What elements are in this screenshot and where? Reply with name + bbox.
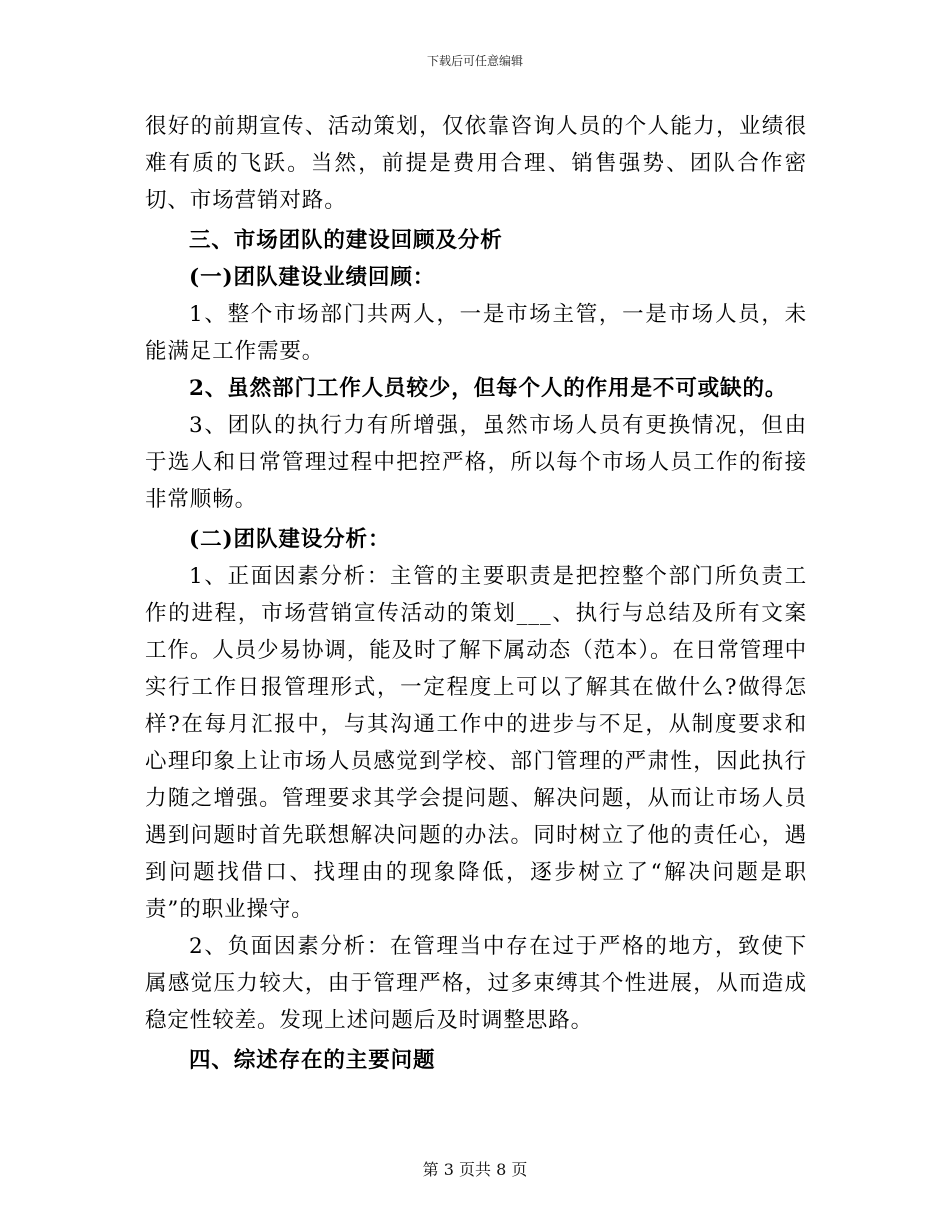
paragraph-continuation: 很好的前期宣传、活动策划，仅依靠咨询人员的个人能力，业绩很难有质的飞跃。当然，前提是费用合理、销售强势、团队合作密切、市场营销对路。 [145,114,807,213]
list-item-3: 3、团队的执行力有所增强，虽然市场人员有更换情况，但由于选人和日常管理过程中把控严格，所以每个市场人员工作的衔接非常顺畅。 [145,413,807,512]
section-heading-3: 三、市场团队的建设回顾及分析 [189,228,503,253]
list-item-2: 2、虽然部门工作人员较少，但每个人的作用是不可或缺的。 [189,376,788,401]
document-body [145,108,807,1079]
subsection-heading-1: (一)团队建设业绩回顾： [189,265,436,290]
page-number: 第 3 页共 8 页 [422,1160,528,1179]
section-heading-4: 四、综述存在的主要问题 [189,1048,436,1073]
subsection-heading-2: (二)团队建设分析： [189,527,391,552]
list-item-1: 1、整个市场部门共两人，一是市场主管，一是市场人员，未能满足工作需要。 [145,302,807,364]
page-header: 下载后可任意编辑 [426,54,523,68]
analysis-positive: 1、正面因素分析：主管的主要职责是把控整个部门所负责工作的进程，市场营销宣传活动的策划___、执行与总结及所有文案工作。人员少易协调，能及时了解下属动态（范本）。在日常管理中实行工作日报管理形式，一定程度上可以了解其在做什么?做得怎样?在每月汇报中，与其沟通工作中的进步与不足，从制度要求和心理印象上让市场人员感觉到学校、部门管理的严肃性，因此执行力随之增强。管理要求其学会提问题、解决问题，从而让市场人员遇到问题时首先联想解决问题的办法。同时树立了他的责任心，遇到问题找借口、找理由的现象降低，逐步树立了“解决问题是职责”的职业操守。 [145,564,807,922]
analysis-negative: 2、负面因素分析：在管理当中存在过于严格的地方，致使下属感觉压力较大，由于管理严格，过多束缚其个性进展，从而造成稳定性较差。发现上述问题后及时调整思路。 [145,934,807,1033]
